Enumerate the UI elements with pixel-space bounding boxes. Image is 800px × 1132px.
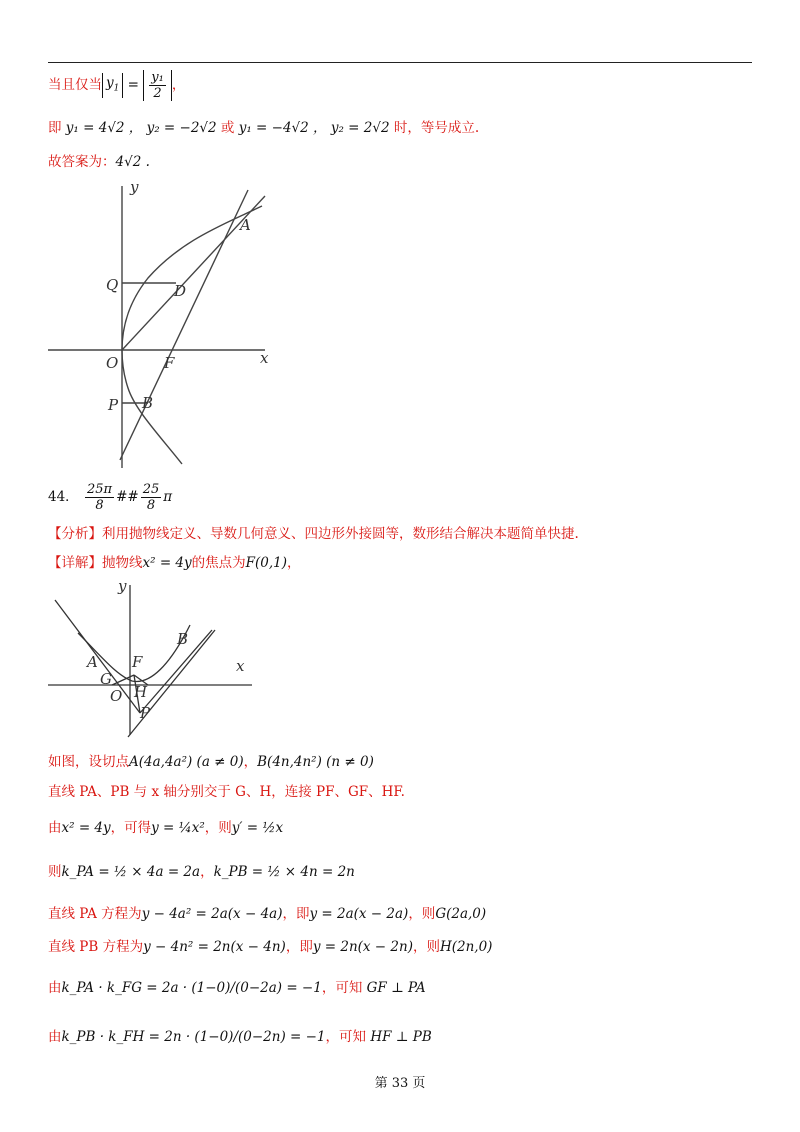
- header-rule: [48, 62, 752, 63]
- abs-y1-over-2: $\frac{\text{y₁}}{2}$: [143, 70, 172, 101]
- detail-line: 【详解】抛物线x² = 4y的焦点为F(0,1)，: [48, 555, 301, 571]
- analysis-tag: 【分析】: [48, 526, 102, 542]
- label-A: A: [87, 653, 98, 671]
- label-F: F: [132, 653, 143, 671]
- label-P: P: [140, 704, 151, 722]
- step-slopes: 则k_PA = ½ × 4a = 2a，k_PB = ½ × 4n = 2n: [48, 864, 355, 880]
- answer-fraction-2: $\frac{25}{8}$: [142, 482, 160, 513]
- step-GF-perp-PA: 由k_PA · k_FG = 2a · (1−0)/(0−2a) = −1，可知 GF ⊥ PA: [48, 980, 426, 996]
- problem-number: 44．: [48, 489, 79, 505]
- label-O: O: [106, 354, 119, 372]
- equality-prefix: 当且仅当: [48, 77, 102, 93]
- abs-y1: $y_1$: [102, 73, 123, 99]
- line-answer: 故答案为：4√2 .: [48, 154, 150, 170]
- answer-fraction-1: $\frac{25\pi}{8}$: [86, 482, 113, 513]
- parabola-figure-2: [40, 575, 270, 740]
- label-P: P: [108, 396, 119, 414]
- parabola-curve: [122, 206, 262, 464]
- parabola-figure-1: [40, 178, 290, 468]
- label-D: D: [174, 282, 187, 300]
- label-A: A: [240, 216, 251, 234]
- analysis-line: 【分析】利用抛物线定义、导数几何意义、四边形外接圆等，数形结合解决本题简单快捷.: [48, 526, 579, 542]
- step-intersections: 直线 PA、PB 与 x 轴分别交于 G、H，连接 PF、GF、HF.: [48, 784, 405, 800]
- label-y: y: [118, 577, 127, 595]
- answer-value: 4√2 .: [115, 154, 150, 170]
- label-B: B: [177, 630, 189, 648]
- label-y: y: [130, 178, 139, 196]
- line-equality-values: 即 y₁ = 4√2 ， y₂ = −2√2 或 y₁ = −4√2 ， y₂ = 2√2 时，等号成立.: [48, 120, 480, 136]
- label-O: O: [110, 687, 123, 705]
- label-B: B: [142, 394, 154, 412]
- step-line-PA: 直线 PA 方程为y − 4a² = 2a(x − 4a)，即y = 2a(x − 2a)，则G(2a,0): [48, 906, 487, 922]
- tangent-PB: [140, 630, 212, 713]
- step-HF-perp-PB: 由k_PB · k_FH = 2n · (1−0)/(0−2n) = −1，可知 HF ⊥ PB: [48, 1029, 432, 1045]
- label-Q: Q: [106, 276, 119, 294]
- page-number: 第 33 页: [374, 1076, 426, 1091]
- detail-tag: 【详解】: [48, 555, 102, 571]
- step-line-PB: 直线 PB 方程为y − 4n² = 2n(x − 4n)，即y = 2n(x − 2n)，则H(2n,0): [48, 939, 493, 955]
- label-x: x: [260, 349, 269, 367]
- label-G: G: [100, 670, 112, 688]
- step-derivative: 由x² = 4y，可得y = ¼x²，则y′ = ½x: [48, 820, 284, 836]
- step-tangent-points: 如图，设切点A(4a,4a²) (a ≠ 0)，B(4n,4n²) (n ≠ 0): [48, 754, 374, 770]
- line-equality-condition: 当且仅当 $y_1$ = $\frac{\text{y₁}}{2}$ ，: [48, 70, 186, 101]
- y-values-1: y₁ = 4√2 ， y₂ = −2√2: [65, 120, 217, 136]
- label-x: x: [236, 657, 245, 675]
- label-F: F: [164, 354, 175, 372]
- y-values-2: y₁ = −4√2 ， y₂ = 2√2: [238, 120, 390, 136]
- problem-44-answer: 44． $\frac{25\pi}{8}$ ## $\frac{25}{8}$ π: [48, 482, 173, 513]
- line-AB: [120, 190, 248, 460]
- label-H: H: [134, 683, 148, 701]
